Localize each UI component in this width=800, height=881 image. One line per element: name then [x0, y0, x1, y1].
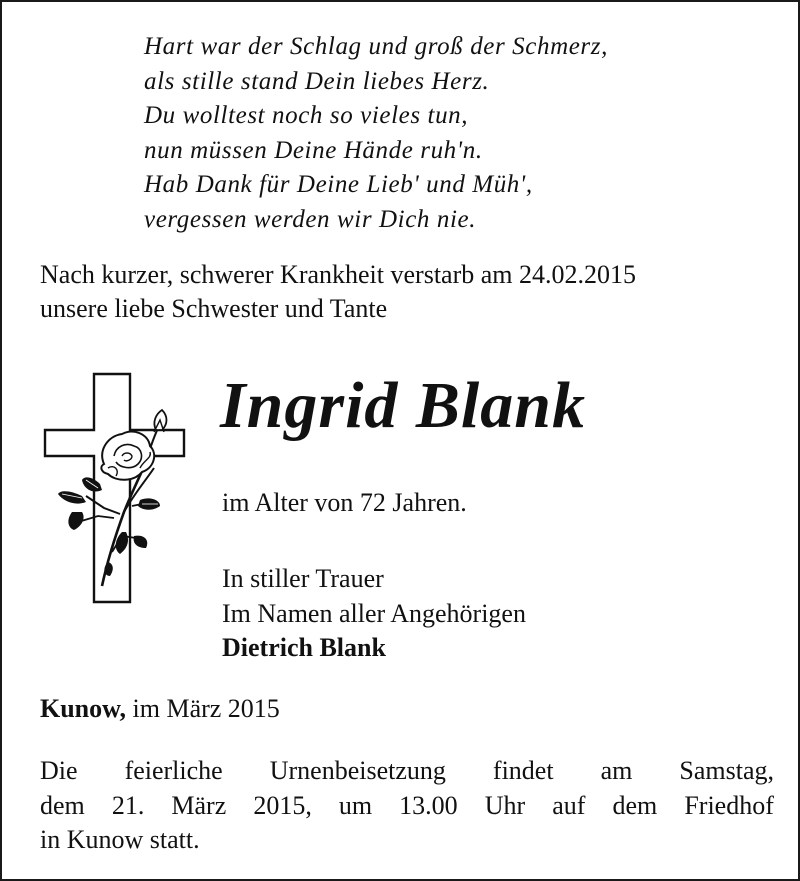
- place-and-date: [40, 692, 280, 726]
- poem-line: als stille stand Dein liebes Herz.: [144, 67, 490, 95]
- funeral-word: Die: [40, 756, 78, 785]
- announcement-line: unsere liebe Schwester und Tante: [40, 294, 388, 323]
- funeral-word: findet: [492, 756, 554, 785]
- funeral-word: 2015,: [253, 790, 312, 820]
- funeral-word: Urnenbeisetzung: [269, 756, 446, 785]
- funeral-word: am: [600, 756, 633, 785]
- funeral-word: um: [338, 790, 373, 820]
- poem-line: Du wolltest noch so vieles tun,: [144, 102, 469, 129]
- signer-name: Dietrich Blank: [222, 633, 386, 662]
- funeral-line: [40, 789, 774, 824]
- poem-line: Hab Dank für Deine Lieb' und Müh',: [144, 171, 533, 198]
- death-announcement: [40, 258, 636, 326]
- cross-with-rose-icon: [42, 372, 187, 604]
- memorial-poem: [144, 30, 608, 237]
- funeral-word: 21.: [111, 790, 145, 820]
- funeral-word: dem: [40, 790, 85, 820]
- funeral-word: dem: [612, 790, 658, 820]
- poem-line: nun müssen Deine Hände ruh'n.: [144, 136, 483, 164]
- funeral-details: [40, 754, 774, 858]
- funeral-word: März: [171, 790, 227, 820]
- funeral-line: in Kunow statt.: [40, 825, 200, 854]
- poem-line: vergessen werden wir Dich nie.: [144, 205, 477, 233]
- funeral-line: [40, 754, 774, 789]
- funeral-word: Uhr: [484, 790, 526, 820]
- funeral-word: Friedhof: [684, 790, 774, 820]
- funeral-word: auf: [552, 790, 586, 820]
- funeral-word: Samstag,: [679, 756, 774, 785]
- town-name: Kunow,: [40, 694, 126, 723]
- poem-line: Hart war der Schlag und groß der Schmerz,: [144, 33, 608, 60]
- announcement-line: Nach kurzer, schwerer Krankheit verstarb am 24.02.2015: [40, 260, 637, 289]
- mourning-line: Im Namen aller Angehörigen: [222, 598, 526, 628]
- funeral-word: 13.00: [399, 790, 458, 820]
- deceased-name: Ingrid Blank: [220, 369, 586, 442]
- funeral-word: feierliche: [124, 756, 223, 785]
- mourners-block: [222, 562, 526, 666]
- notice-date: im März 2015: [126, 694, 280, 723]
- mourning-line: In stiller Trauer: [222, 564, 384, 593]
- age-statement: im Alter von 72 Jahren.: [222, 488, 467, 517]
